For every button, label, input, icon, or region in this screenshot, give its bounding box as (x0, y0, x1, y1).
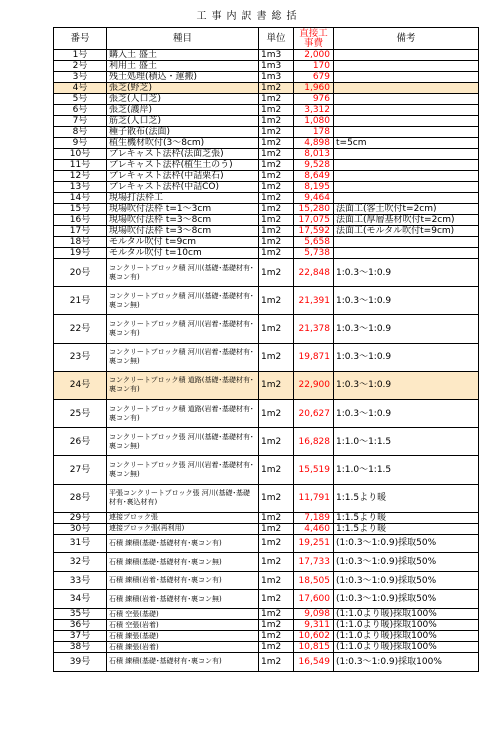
row-direct-cost: 17,075 (294, 215, 334, 226)
row-number: 14号 (54, 193, 107, 204)
row-unit: 1m2 (259, 149, 294, 160)
row-unit: 1m2 (259, 620, 294, 631)
row-direct-cost: 20,627 (294, 399, 334, 427)
row-type: 筋芝(人口芝) (107, 116, 259, 127)
header-unit: 単位 (259, 28, 294, 50)
row-number: 22号 (54, 315, 107, 343)
table-row (54, 72, 479, 83)
row-unit: 1m2 (259, 105, 294, 116)
row-note: 1:0.3～1:0.9 (334, 315, 479, 343)
row-direct-cost: 9,098 (294, 609, 334, 620)
header-direct-cost (294, 28, 334, 50)
table-row (54, 248, 479, 259)
row-type: 石積 空張(岩着) (107, 620, 259, 631)
row-unit: 1m2 (259, 287, 294, 315)
row-number: 20号 (54, 259, 107, 287)
row-number: 10号 (54, 149, 107, 160)
row-number: 27号 (54, 456, 107, 484)
table-row (54, 259, 479, 287)
row-type: 現場吹付法枠 t=3～8cm (107, 215, 259, 226)
row-note: 1:1.5より暖 (334, 484, 479, 512)
row-number: 38号 (54, 642, 107, 653)
row-note: (1:1.0より暖)採取100% (334, 609, 479, 620)
row-number: 29号 (54, 512, 107, 523)
row-unit: 1m2 (259, 248, 294, 259)
row-direct-cost: 15,519 (294, 456, 334, 484)
row-direct-cost: 10,602 (294, 631, 334, 642)
row-direct-cost: 4,898 (294, 138, 334, 149)
row-direct-cost: 2,000 (294, 50, 334, 61)
table-row (54, 371, 479, 399)
table-row (54, 193, 479, 204)
row-type: モルタル吹付 t=10cm (107, 248, 259, 259)
table-row (54, 149, 479, 160)
row-unit: 1m2 (259, 204, 294, 215)
row-type: コンクリートブロック積 河川(基礎･基礎材有･裏コン有) (107, 259, 259, 287)
row-note (334, 83, 479, 94)
row-number: 5号 (54, 94, 107, 105)
row-direct-cost: 1,080 (294, 116, 334, 127)
table-row (54, 315, 479, 343)
row-number: 12号 (54, 171, 107, 182)
table-row (54, 428, 479, 456)
row-type: コンクリートブロック積 河川(岩着･基礎材有･裏コン無) (107, 343, 259, 371)
row-direct-cost: 7,189 (294, 512, 334, 523)
row-direct-cost: 170 (294, 61, 334, 72)
row-note (334, 171, 479, 182)
row-direct-cost: 8,013 (294, 149, 334, 160)
row-type: プレキャスト法枠(中詰栗石) (107, 171, 259, 182)
row-direct-cost: 19,871 (294, 343, 334, 371)
row-number: 4号 (54, 83, 107, 94)
row-note: (1:1.0より暖)採取100% (334, 642, 479, 653)
row-unit: 1m2 (259, 571, 294, 590)
row-direct-cost: 8,649 (294, 171, 334, 182)
row-number: 13号 (54, 182, 107, 193)
row-note: (1:1.0より暖)採取100% (334, 620, 479, 631)
row-number: 9号 (54, 138, 107, 149)
row-type: プレキャスト法枠(法面芝張) (107, 149, 259, 160)
row-number: 32号 (54, 553, 107, 572)
table-row (54, 590, 479, 609)
row-number: 19号 (54, 248, 107, 259)
row-direct-cost: 18,505 (294, 571, 334, 590)
row-number: 24号 (54, 371, 107, 399)
row-number: 1号 (54, 50, 107, 61)
row-note (334, 160, 479, 171)
table-row (54, 571, 479, 590)
row-type: コンクリートブロック積 道路(基礎･基礎材有･裏コン有) (107, 371, 259, 399)
table-body (54, 50, 479, 672)
row-type: 石積 空張(基礎) (107, 609, 259, 620)
row-unit: 1m2 (259, 428, 294, 456)
row-type: 購入土 盛土 (107, 50, 259, 61)
row-unit: 1m2 (259, 237, 294, 248)
row-number: 3号 (54, 72, 107, 83)
row-direct-cost: 17,733 (294, 553, 334, 572)
header-cost-line1: 直接工 (299, 27, 328, 39)
header-no: 番号 (54, 28, 107, 50)
table-row (54, 456, 479, 484)
row-note (334, 237, 479, 248)
row-direct-cost: 4,460 (294, 523, 334, 534)
table-row (54, 138, 479, 149)
row-direct-cost: 17,600 (294, 590, 334, 609)
row-number: 36号 (54, 620, 107, 631)
row-type: 石積 練積(基礎･基礎材有･裏コン有) (107, 653, 259, 672)
row-number: 39号 (54, 653, 107, 672)
row-note: 法面工(モルタル吹付t=9cm) (334, 226, 479, 237)
table-row (54, 631, 479, 642)
row-note: 1:0.3～1:0.9 (334, 371, 479, 399)
row-note (334, 50, 479, 61)
row-type: プレキャスト法枠(植生土のう) (107, 160, 259, 171)
table-row (54, 116, 479, 127)
row-note (334, 182, 479, 193)
row-type: 現場打法枠工 (107, 193, 259, 204)
row-unit: 1m2 (259, 609, 294, 620)
row-direct-cost: 22,900 (294, 371, 334, 399)
row-direct-cost: 11,791 (294, 484, 334, 512)
row-unit: 1m2 (259, 116, 294, 127)
row-note (334, 127, 479, 138)
row-note: 1:0.3～1:0.9 (334, 259, 479, 287)
row-type: 利用土 盛土 (107, 61, 259, 72)
header-note: 備考 (334, 28, 479, 50)
row-number: 37号 (54, 631, 107, 642)
row-note: (1:0.3～1:0.9)採取100% (334, 653, 479, 672)
row-unit: 1m2 (259, 226, 294, 237)
row-unit: 1m2 (259, 343, 294, 371)
row-note: 1:1.5より暖 (334, 523, 479, 534)
row-unit: 1m2 (259, 259, 294, 287)
table-row (54, 653, 479, 672)
row-number: 11号 (54, 160, 107, 171)
table-row (54, 523, 479, 534)
row-number: 17号 (54, 226, 107, 237)
row-unit: 1m2 (259, 590, 294, 609)
table-row (54, 204, 479, 215)
row-unit: 1m2 (259, 534, 294, 553)
row-type: モルタル吹付 t=9cm (107, 237, 259, 248)
row-direct-cost: 21,391 (294, 287, 334, 315)
row-number: 34号 (54, 590, 107, 609)
table-row (54, 105, 479, 116)
table-row (54, 160, 479, 171)
row-number: 28号 (54, 484, 107, 512)
row-note: (1:0.3～1:0.9)採取50% (334, 590, 479, 609)
row-type: 石積 練積(基礎･基礎材有･裏コン無) (107, 553, 259, 572)
row-note: (1:0.3～1:0.9)採取50% (334, 553, 479, 572)
table-row (54, 127, 479, 138)
row-note: 1:0.3～1:0.9 (334, 343, 479, 371)
document-title: 工事内訳書総括 (196, 11, 302, 22)
row-unit: 1m2 (259, 653, 294, 672)
table-row (54, 50, 479, 61)
row-type: コンクリートブロック積 河川(基礎･基礎材有･裏コン無) (107, 287, 259, 315)
row-direct-cost: 16,549 (294, 653, 334, 672)
row-unit: 1m2 (259, 215, 294, 226)
row-type: 現場吹付法枠 t=3～8cm (107, 226, 259, 237)
row-direct-cost: 1,960 (294, 83, 334, 94)
row-number: 30号 (54, 523, 107, 534)
row-type: 石積 練積(基礎･基礎材有･裏コン有) (107, 534, 259, 553)
table-row (54, 534, 479, 553)
row-unit: 1m2 (259, 315, 294, 343)
row-type: 石積 練積(岩着･基礎材有･裏コン無) (107, 590, 259, 609)
header-type: 種目 (107, 28, 259, 50)
row-note (334, 94, 479, 105)
row-unit: 1m2 (259, 642, 294, 653)
row-number: 6号 (54, 105, 107, 116)
row-type: 連接ブロック張(再利用) (107, 523, 259, 534)
table-row (54, 94, 479, 105)
row-note (334, 193, 479, 204)
row-note: 1:1.0～1:1.5 (334, 428, 479, 456)
row-note: 1:0.3～1:0.9 (334, 399, 479, 427)
row-unit: 1m2 (259, 160, 294, 171)
row-direct-cost: 10,815 (294, 642, 334, 653)
row-direct-cost: 679 (294, 72, 334, 83)
header-row (54, 28, 479, 50)
row-unit: 1m2 (259, 371, 294, 399)
table-row (54, 620, 479, 631)
table-row (54, 399, 479, 427)
header-cost-line2: 事費 (303, 37, 323, 49)
table-row (54, 226, 479, 237)
row-unit: 1m2 (259, 182, 294, 193)
row-number: 31号 (54, 534, 107, 553)
row-unit: 1m3 (259, 72, 294, 83)
row-direct-cost: 5,658 (294, 237, 334, 248)
table-row (54, 182, 479, 193)
row-type: コンクリートブロック積 河川(岩着･基礎材有･裏コン有) (107, 315, 259, 343)
row-type: 平張コンクリートブロック張 河川(基礎･基礎材有･裏込材有) (107, 484, 259, 512)
row-direct-cost: 178 (294, 127, 334, 138)
row-direct-cost: 17,592 (294, 226, 334, 237)
row-type: コンクリートブロック積 道路(岩着･基礎材有･裏コン有) (107, 399, 259, 427)
table-row (54, 287, 479, 315)
row-note: 法面工(厚層基材吹付t=2cm) (334, 215, 479, 226)
row-number: 15号 (54, 204, 107, 215)
table-row (54, 609, 479, 620)
row-note (334, 149, 479, 160)
row-type: 石積 練積(岩着･基礎材有･裏コン有) (107, 571, 259, 590)
row-number: 26号 (54, 428, 107, 456)
row-direct-cost: 976 (294, 94, 334, 105)
row-note (334, 248, 479, 259)
row-number: 33号 (54, 571, 107, 590)
row-number: 25号 (54, 399, 107, 427)
row-type: 石積 練張(基礎) (107, 631, 259, 642)
row-note (334, 72, 479, 83)
row-type: 種子散布(法面) (107, 127, 259, 138)
row-note: 1:1.0～1:1.5 (334, 456, 479, 484)
row-direct-cost: 8,195 (294, 182, 334, 193)
row-note: (1:0.3～1:0.9)採取50% (334, 571, 479, 590)
table-row (54, 343, 479, 371)
cost-summary-table (53, 27, 479, 672)
row-note (334, 105, 479, 116)
row-note: (1:0.3～1:0.9)採取50% (334, 534, 479, 553)
row-number: 8号 (54, 127, 107, 138)
table-row (54, 171, 479, 182)
row-type: 現場吹付法枠 t=1～3cm (107, 204, 259, 215)
row-note: 法面工(客土吹付t=2cm) (334, 204, 479, 215)
table-row (54, 237, 479, 248)
row-unit: 1m2 (259, 484, 294, 512)
row-note (334, 61, 479, 72)
row-note (334, 116, 479, 127)
row-direct-cost: 15,280 (294, 204, 334, 215)
row-number: 23号 (54, 343, 107, 371)
row-number: 2号 (54, 61, 107, 72)
table-row (54, 61, 479, 72)
row-unit: 1m2 (259, 631, 294, 642)
row-unit: 1m2 (259, 553, 294, 572)
row-unit: 1m3 (259, 50, 294, 61)
row-unit: 1m2 (259, 456, 294, 484)
row-type: プレキャスト法枠(中詰CO) (107, 182, 259, 193)
row-note: 1:0.3～1:0.9 (334, 287, 479, 315)
row-direct-cost: 9,528 (294, 160, 334, 171)
row-unit: 1m2 (259, 171, 294, 182)
row-type: 張芝(人口芝) (107, 94, 259, 105)
row-note: t=5cm (334, 138, 479, 149)
row-type: 石積 練張(岩着) (107, 642, 259, 653)
row-type: 植生機材吹付(3～8cm) (107, 138, 259, 149)
table-row (54, 83, 479, 94)
row-number: 16号 (54, 215, 107, 226)
row-unit: 1m2 (259, 399, 294, 427)
table-row (54, 512, 479, 523)
row-type: コンクリートブロック張 河川(基礎･基礎材有･裏コン無) (107, 428, 259, 456)
row-note: 1:1.5より暖 (334, 512, 479, 523)
row-direct-cost: 16,828 (294, 428, 334, 456)
row-unit: 1m2 (259, 523, 294, 534)
row-type: 張芝(護岸) (107, 105, 259, 116)
row-direct-cost: 5,738 (294, 248, 334, 259)
row-unit: 1m2 (259, 193, 294, 204)
row-unit: 1m2 (259, 94, 294, 105)
row-type: コンクリートブロック張 河川(岩着･基礎材有･裏コン無) (107, 456, 259, 484)
row-number: 21号 (54, 287, 107, 315)
row-direct-cost: 3,312 (294, 105, 334, 116)
row-number: 7号 (54, 116, 107, 127)
row-unit: 1m2 (259, 138, 294, 149)
row-direct-cost: 22,848 (294, 259, 334, 287)
row-direct-cost: 9,464 (294, 193, 334, 204)
table-row (54, 642, 479, 653)
row-unit: 1m2 (259, 127, 294, 138)
row-note: (1:1.0より暖)採取100% (334, 631, 479, 642)
row-unit: 1m2 (259, 83, 294, 94)
row-type: 張芝(野芝) (107, 83, 259, 94)
row-direct-cost: 21,378 (294, 315, 334, 343)
row-unit: 1m3 (259, 61, 294, 72)
row-type: 残土処理(積込・運搬) (107, 72, 259, 83)
row-unit: 1m2 (259, 512, 294, 523)
row-direct-cost: 19,251 (294, 534, 334, 553)
row-number: 35号 (54, 609, 107, 620)
row-type: 連接ブロック張 (107, 512, 259, 523)
row-direct-cost: 9,311 (294, 620, 334, 631)
table-row (54, 553, 479, 572)
table-row (54, 484, 479, 512)
table-row (54, 215, 479, 226)
row-number: 18号 (54, 237, 107, 248)
